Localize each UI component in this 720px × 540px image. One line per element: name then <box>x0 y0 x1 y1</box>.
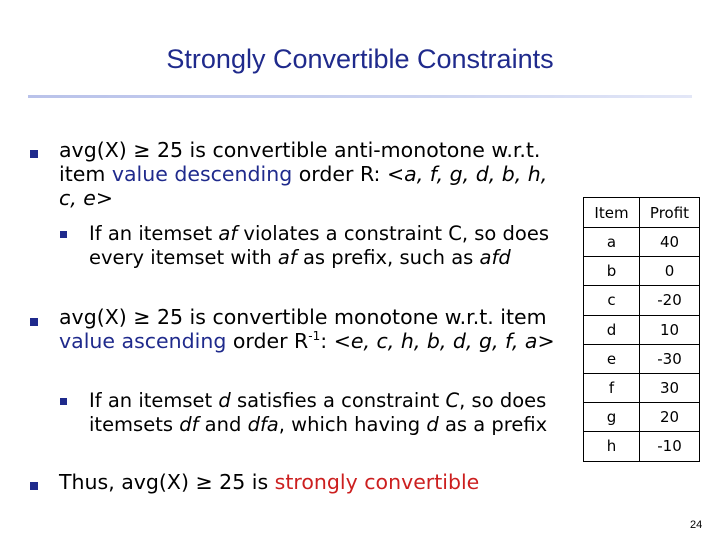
bullet-2-mid: : <box>320 329 334 353</box>
table-cell-item: d <box>584 315 640 344</box>
bullet-1 <box>59 138 559 210</box>
table-cell-item: f <box>584 373 640 402</box>
bullet-1-mid: order R: <box>292 162 387 186</box>
sub-bullet-2-var: C <box>445 389 460 412</box>
table-cell-profit: 40 <box>640 228 700 257</box>
bullet-1-order: <a, f, g, d, b, h, c, e> <box>59 162 548 210</box>
bullet-marker-2 <box>30 318 38 326</box>
sub-bullet-2-text: If an itemset <box>89 389 219 412</box>
table-row <box>584 403 700 432</box>
slide-title: Strongly Convertible Constraints <box>166 44 554 74</box>
table-cell-profit: 20 <box>640 403 700 432</box>
sub-bullet-2-text: , which having <box>278 412 427 436</box>
table-cell-item: e <box>584 344 640 373</box>
table-cell-profit: 30 <box>640 373 700 402</box>
sub-bullet-marker-1 <box>60 231 67 238</box>
table-row <box>584 373 700 402</box>
bullet-1-text: avg(X) ≥ 25 is convertible anti-monotone w.r.t. item <box>59 138 541 186</box>
bullet-3-highlight: strongly convertible <box>274 470 480 494</box>
table-header-item: Item <box>584 198 640 228</box>
table-cell-item: c <box>584 286 640 315</box>
bullet-marker-3 <box>30 482 38 490</box>
sub-bullet-1-var: af <box>277 245 297 269</box>
table-row <box>584 344 700 373</box>
page-number: 24 <box>690 519 703 531</box>
bullet-3-text: Thus, avg(X) ≥ 25 is <box>59 470 275 494</box>
table-row <box>584 432 700 461</box>
table-header-profit: Profit <box>640 198 700 228</box>
sub-bullet-1-text: violates a constraint C, so does every itemset with <box>89 222 549 269</box>
table-cell-profit: -10 <box>640 432 700 461</box>
sub-bullet-2-text: , so does itemsets <box>89 389 547 436</box>
table-cell-item: g <box>584 403 640 432</box>
sub-bullet-2-text: and <box>198 412 248 436</box>
bullet-2-text: avg(X) ≥ 25 is convertible monotone w.r.t. item <box>59 305 547 329</box>
sub-bullet-1-var: af <box>218 222 238 245</box>
sub-bullet-2-var: df <box>179 412 199 436</box>
item-profit-table <box>583 197 700 462</box>
table-cell-profit: -20 <box>640 286 700 315</box>
bullet-2-sup: -1 <box>308 329 321 343</box>
bullet-2-mid: order R <box>226 329 309 353</box>
sub-bullet-1-text: If an itemset <box>89 222 219 245</box>
bullet-2 <box>59 305 559 353</box>
table-row <box>584 286 700 315</box>
bullet-2-order: <e, c, h, b, d, g, f, a> <box>333 329 555 353</box>
table-cell-profit: 0 <box>640 257 700 286</box>
table-cell-item: h <box>606 437 617 456</box>
sub-bullet-marker-2 <box>60 398 67 405</box>
sub-bullet-1 <box>89 222 569 269</box>
sub-bullet-2 <box>89 389 569 436</box>
table-cell-profit: -30 <box>640 344 700 373</box>
bullet-marker-1 <box>30 150 38 158</box>
table-cell-item: b <box>584 257 640 286</box>
bullet-1-highlight: value descending <box>111 162 293 186</box>
table-cell-item: a <box>584 228 640 257</box>
table-cell-profit: 10 <box>640 315 700 344</box>
sub-bullet-2-var: d <box>426 412 439 436</box>
table-row <box>584 228 700 257</box>
sub-bullet-2-var: dfa <box>247 412 279 436</box>
table-header-row <box>584 198 700 228</box>
sub-bullet-1-text: as prefix, such as <box>296 245 480 269</box>
bullet-3 <box>59 470 579 494</box>
sub-bullet-2-text: as a prefix <box>438 412 548 436</box>
sub-bullet-1-var: afd <box>479 245 511 269</box>
sub-bullet-2-text: satisfies a constraint <box>230 389 446 412</box>
bullet-2-highlight: value ascending <box>59 329 227 353</box>
sub-bullet-2-var: d <box>218 389 231 412</box>
table-row <box>584 257 700 286</box>
table-row <box>584 315 700 344</box>
